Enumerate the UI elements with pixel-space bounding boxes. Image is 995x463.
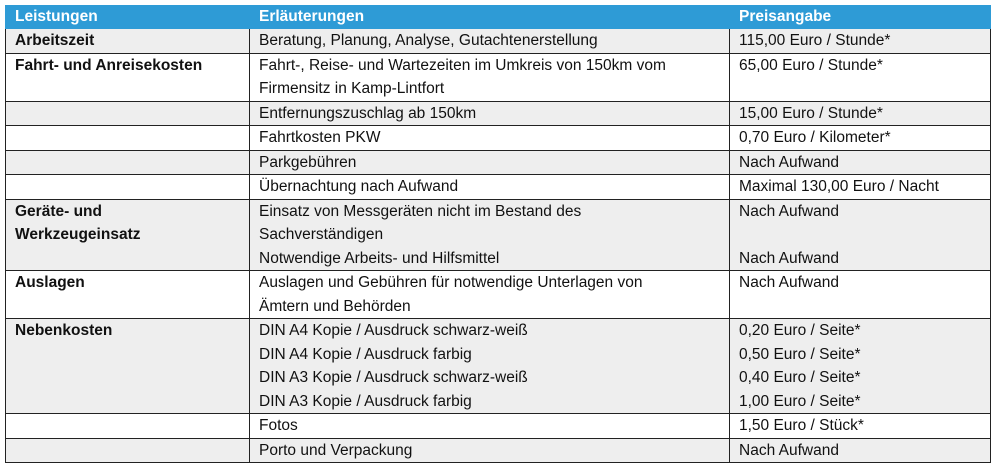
row-price-line: [739, 223, 981, 247]
table-row: [6, 414, 991, 439]
row-price: [730, 53, 991, 101]
row-price: [730, 271, 991, 319]
row-description-line: Ämtern und Behörden: [259, 297, 411, 315]
row-category: [6, 199, 250, 271]
row-description: [250, 126, 730, 151]
row-description-line: Einsatz von Messgeräten nicht im Bestand des: [259, 202, 582, 220]
table-row: [6, 175, 991, 200]
row-price: [730, 438, 991, 463]
row-price-line: 115,00 Euro / Stunde*: [739, 32, 891, 49]
row-description-line: DIN A4 Kopie / Ausdruck farbig: [259, 345, 472, 363]
row-category: [6, 150, 250, 175]
row-description-line: Parkgebühren: [259, 153, 357, 171]
row-description-line: DIN A4 Kopie / Ausdruck schwarz-weiß: [259, 322, 528, 339]
row-description-line: Auslagen und Gebühren für notwendige Unterlagen von: [259, 274, 643, 291]
row-price: [730, 29, 991, 54]
row-price-line: 0,40 Euro / Seite*: [739, 369, 861, 386]
row-price: [730, 199, 991, 271]
row-description-line: Entfernungszuschlag ab 150km: [259, 104, 477, 122]
table-row: [6, 438, 991, 463]
row-description-line: Fotos: [259, 417, 298, 434]
row-category-line: Werkzeugeinsatz: [15, 226, 141, 243]
row-description-line: Beratung, Planung, Analyse, Gutachtenerstellung: [259, 32, 598, 49]
header-erlaeuterungen: Erläuterungen: [250, 6, 730, 29]
row-price-line: Maximal 130,00 Euro / Nacht: [739, 178, 939, 195]
row-category-line: Nebenkosten: [15, 322, 113, 339]
table-row: [6, 150, 991, 175]
table-row: [6, 53, 991, 101]
row-price-line: Nach Aufwand: [739, 153, 839, 171]
row-price: [730, 101, 991, 126]
row-description: [250, 438, 730, 463]
row-description-line: Porto und Verpackung: [259, 441, 413, 459]
row-price-line: 0,50 Euro / Seite*: [739, 345, 861, 363]
table-row: [6, 271, 991, 319]
row-description-line: Fahrt-, Reise- und Wartezeiten im Umkreis von 150km vom: [259, 56, 666, 74]
row-category: [6, 438, 250, 463]
row-category: [6, 175, 250, 200]
row-category: [6, 414, 250, 439]
table-row: [6, 319, 991, 414]
row-category: [6, 126, 250, 151]
row-category: [6, 29, 250, 54]
row-price: [730, 414, 991, 439]
row-price-line: 0,20 Euro / Seite*: [739, 322, 861, 339]
table-row: [6, 101, 991, 126]
table-row: [6, 29, 991, 54]
row-description-line: Fahrtkosten PKW: [259, 129, 381, 146]
row-price-line: 15,00 Euro / Stunde*: [739, 104, 883, 122]
row-description-line: Notwendige Arbeits- und Hilfsmittel: [259, 249, 500, 267]
table-row: [6, 199, 991, 271]
row-price-line: 65,00 Euro / Stunde*: [739, 56, 883, 74]
row-description-line: Firmensitz in Kamp-Lintfort: [259, 80, 445, 97]
row-description: [250, 199, 730, 271]
row-category: [6, 53, 250, 101]
row-description: [250, 319, 730, 414]
row-category: [6, 101, 250, 126]
row-category-line: Arbeitszeit: [15, 32, 95, 49]
row-description-line: DIN A3 Kopie / Ausdruck farbig: [259, 392, 472, 410]
header-preisangabe: Preisangabe: [730, 6, 991, 29]
row-price-line: Nach Aufwand: [739, 441, 839, 459]
row-description-line: Sachverständigen: [259, 226, 384, 243]
row-description: [250, 414, 730, 439]
row-price: [730, 126, 991, 151]
row-price: [730, 150, 991, 175]
table-body: [6, 29, 991, 463]
price-table: [5, 5, 991, 463]
row-category-line: Geräte- und: [15, 202, 102, 220]
row-price-line: Nach Aufwand: [739, 274, 839, 291]
row-price: [730, 175, 991, 200]
row-description-line: DIN A3 Kopie / Ausdruck schwarz-weiß: [259, 369, 528, 386]
row-category: [6, 271, 250, 319]
row-category: [6, 319, 250, 414]
row-price-line: Nach Aufwand: [739, 202, 839, 220]
row-category-line: Fahrt- und Anreisekosten: [15, 56, 203, 74]
row-price-line: 1,00 Euro / Seite*: [739, 392, 861, 410]
table-header-row: [6, 6, 991, 29]
row-description: [250, 29, 730, 54]
row-description: [250, 101, 730, 126]
row-price-line: 0,70 Euro / Kilometer*: [739, 129, 891, 146]
row-price-line: Nach Aufwand: [739, 249, 839, 267]
row-category-line: Auslagen: [15, 274, 85, 291]
row-description: [250, 53, 730, 101]
header-leistungen: Leistungen: [6, 6, 250, 29]
table-row: [6, 126, 991, 151]
row-description: [250, 271, 730, 319]
row-price-line: 1,50 Euro / Stück*: [739, 417, 864, 434]
row-description-line: Übernachtung nach Aufwand: [259, 178, 459, 195]
row-description: [250, 150, 730, 175]
row-description: [250, 175, 730, 200]
row-price: [730, 319, 991, 414]
